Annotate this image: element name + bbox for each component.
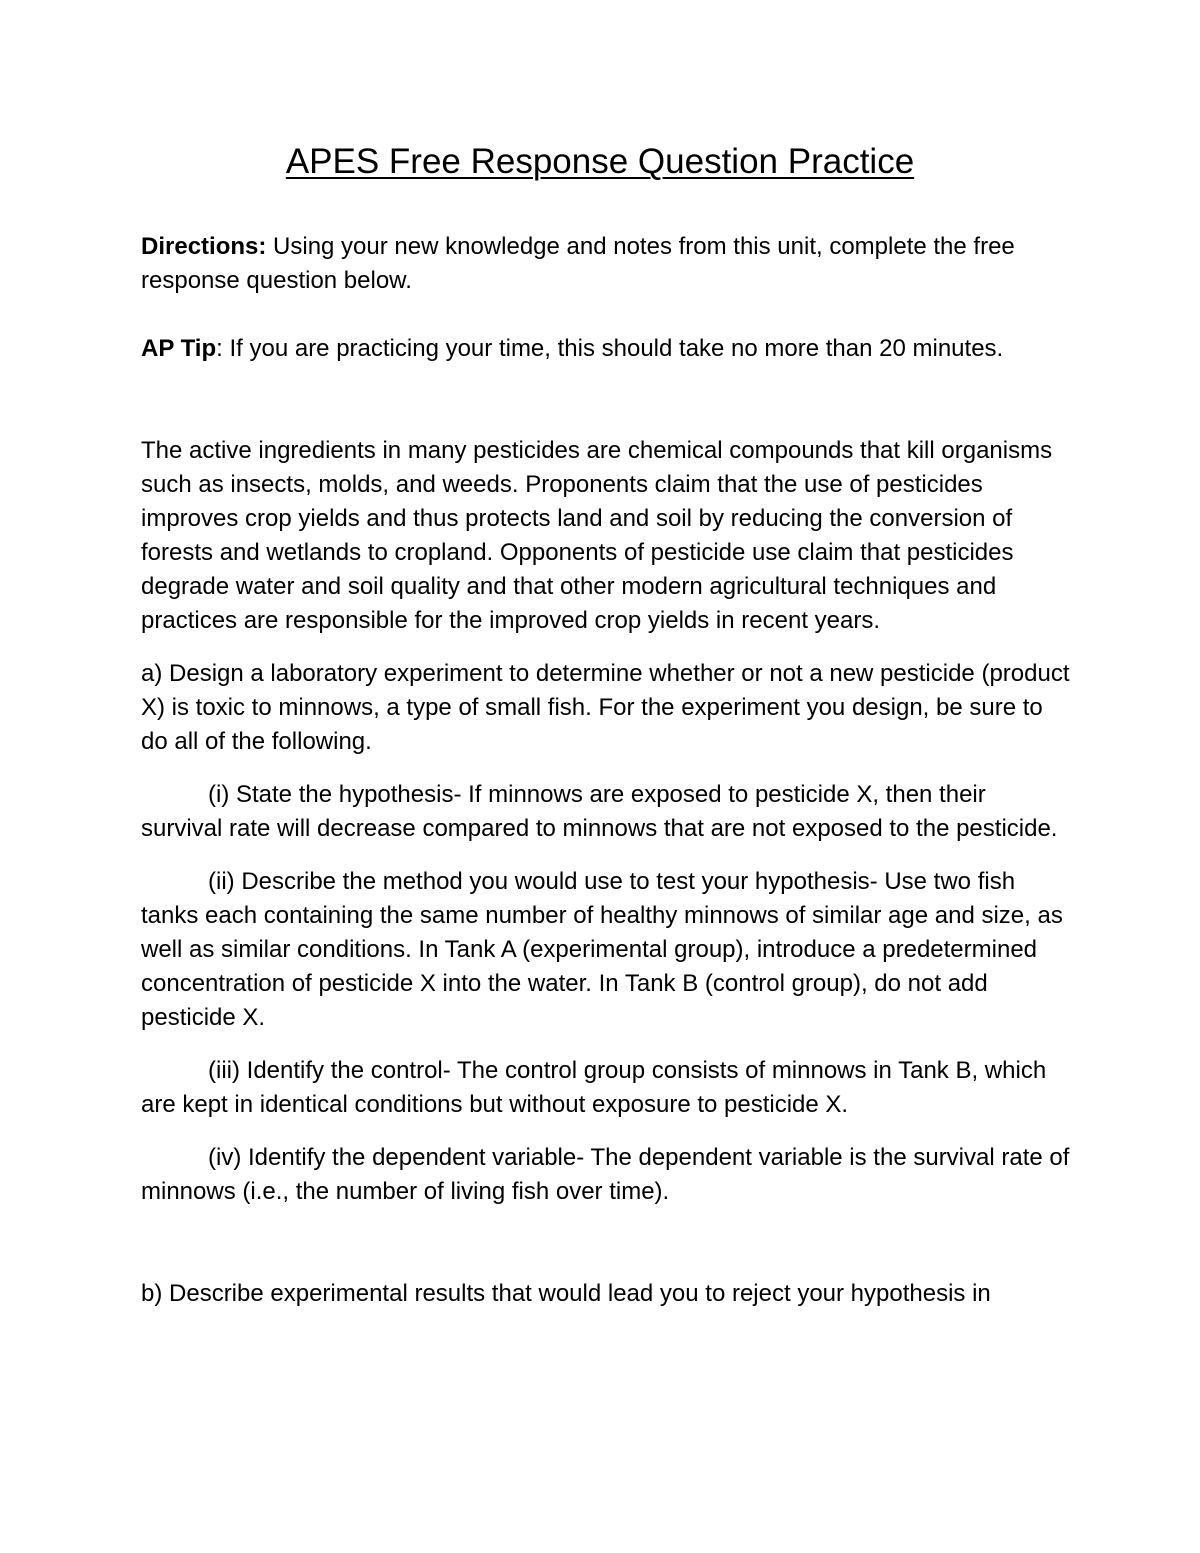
directions-paragraph bbox=[141, 230, 1071, 298]
intro-paragraph: The active ingredients in many pesticides are chemical compounds that kill organisms such as insects, molds, and weeds. Proponents claim that the use of pesticides improves crop yields and thus protects land and soil by reducing the conversion of forests and wetlands to cropland. Opponents of pesticide use claim that pesticides degrade water and soil quality and that other modern agricultural techniques and practices are responsible for the improved crop yields in recent years. bbox=[141, 437, 1053, 634]
document-body bbox=[141, 230, 1071, 1311]
page-title: APES Free Response Question Practice bbox=[285, 142, 915, 181]
directions-label: Directions: bbox=[141, 233, 267, 260]
ap-tip-label: AP Tip bbox=[141, 335, 217, 362]
ap-tip-text: : If you are practicing your time, this should take no more than 20 minutes. bbox=[216, 335, 1004, 362]
directions-text: Using your new knowledge and notes from this unit, complete the free response question below. bbox=[141, 233, 1015, 294]
part-a-iv-answer: (iv) Identify the dependent variable- The dependent variable is the survival rate of minnows (i.e., the number of living fish over time). bbox=[141, 1144, 1070, 1205]
part-b-prompt: b) Describe experimental results that would lead you to reject your hypothesis in bbox=[141, 1280, 991, 1307]
part-a-prompt: a) Design a laboratory experiment to determine whether or not a new pesticide (product X) is toxic to minnows, a type of small fish. For the experiment you design, be sure to do all of the following. bbox=[141, 660, 1070, 755]
part-a-i-answer: (i) State the hypothesis- If minnows are exposed to pesticide X, then their survival rate will decrease compared to minnows that are not exposed to the pesticide. bbox=[141, 781, 1058, 842]
ap-tip-paragraph bbox=[141, 332, 1071, 366]
part-a-ii-answer: (ii) Describe the method you would use to test your hypothesis- Use two fish tanks each containing the same number of healthy minnows of similar age and size, as well as similar conditions. In Tank A (experimental group), introduce a predetermined concentration of pesticide X into the water. In Tank B (control group), do not add pesticide X. bbox=[141, 868, 1063, 1031]
part-a-iii-answer: (iii) Identify the control- The control group consists of minnows in Tank B, which are kept in identical conditions but without exposure to pesticide X. bbox=[141, 1057, 1047, 1118]
